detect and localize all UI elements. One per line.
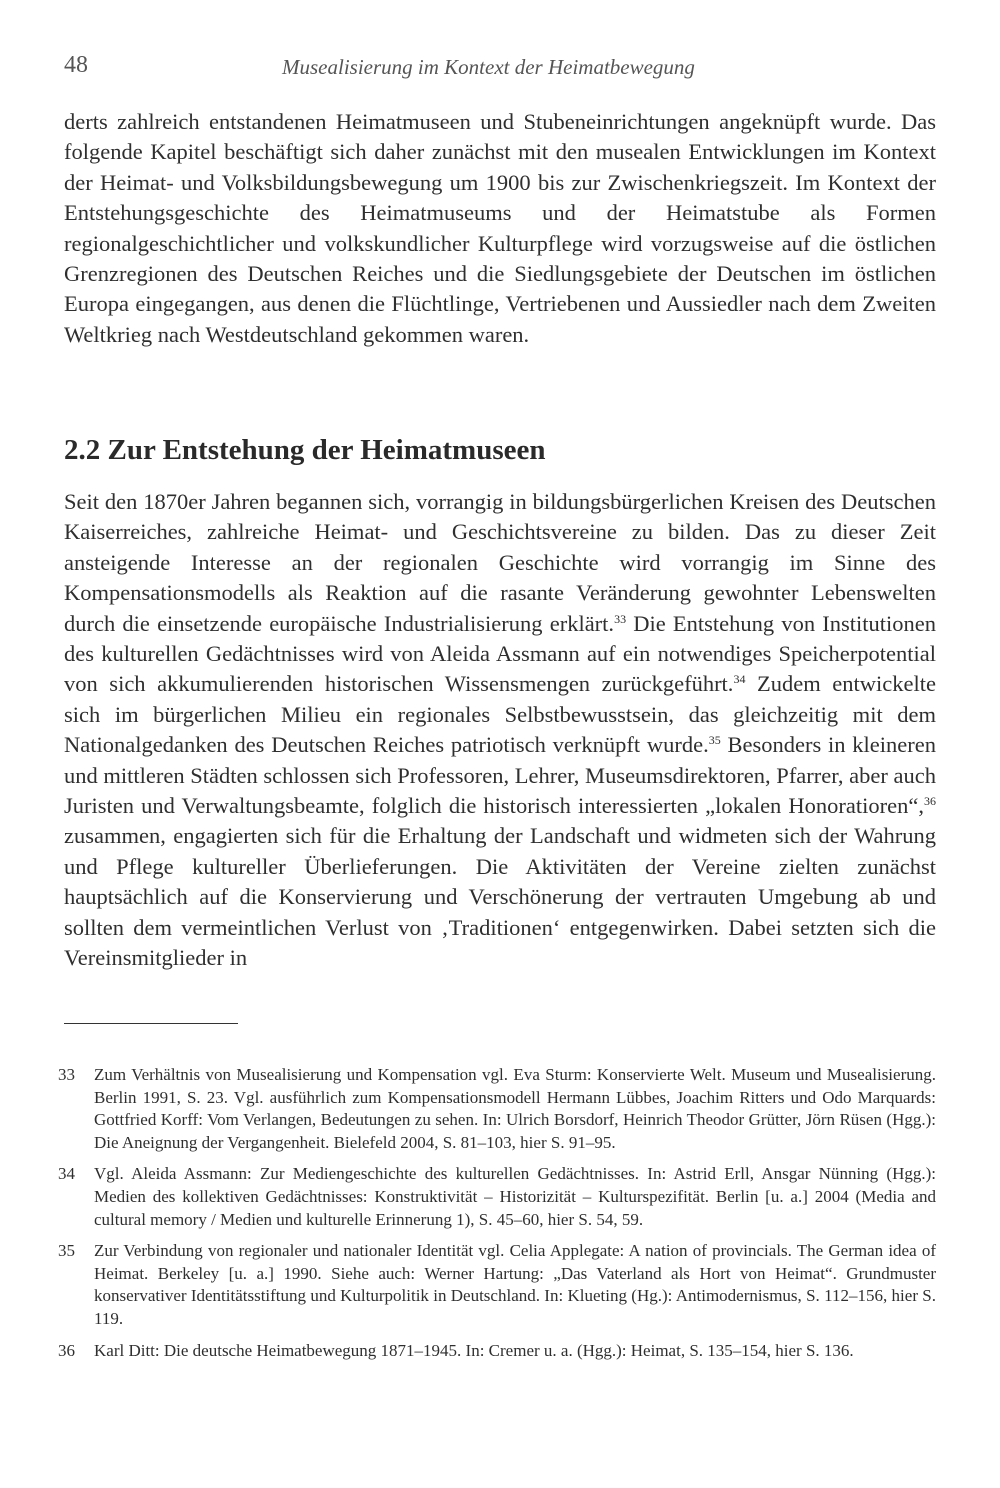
footnote-text: Zum Verhältnis von Musealisierung und Kompensation vgl. Eva Sturm: Konservierte Welt. Museum und Musealisierung. Berlin 1991, S. 23. Vgl. ausführlich zum Kompensationsmodell Hermann Lübbes, Joachim Ritters und Odo Marquards: Gottfried Korff: Vom Verlangen, Bedeutungen zu sehen. In: Ulrich Borsdorf, Heinrich Theodor Grütter, Jörn Rüsen (Hgg.): Die Aneignung der Vergangenheit. Bielefeld 2004, S. 81–103, hier S. 91–95. (94, 1065, 936, 1152)
footnote-divider (64, 1023, 238, 1024)
footnote-number: 35 (58, 1241, 75, 1261)
footnote (58, 1064, 936, 1154)
footnote-ref-33[interactable]: 33 (614, 611, 627, 626)
main-paragraph-part-5: zusammen, engagierten sich für die Erhaltung der Landschaft und widmeten sich der Wahrung und Pflege kultureller Überlieferungen. Die Aktivitäten der Vereine zielten zunächst hauptsächlich auf die Konservierung und Verschönerung der vertrauten Umgebung ab und sollten dem vermeintlichen Verlust von ‚Traditionen‘ entgegenwirken. Dabei setzten sich die Vereinsmitglieder in (64, 823, 936, 971)
footnote-ref-34[interactable]: 34 (733, 672, 746, 687)
footnote-number: 34 (58, 1164, 75, 1184)
page-number: 48 (64, 52, 88, 78)
main-paragraph-part-1: Seit den 1870er Jahren begannen sich, vorrangig in bildungsbürgerlichen Kreisen des Deutschen Kaiserreiches, zahlreiche Heimat- und Geschichtsvereine zu bilden. Das zu dieser Zeit ansteigende Interesse an der regionalen Geschichte wird vorrangig im Sinne des Kompensationsmodells als Reaktion auf die rasante Veränderung gewohnter Lebenswelten durch die einsetzende europäische Industrialisierung erklärt. (64, 489, 936, 636)
section-heading: 2.2 Zur Entstehung der Heimatmuseen (64, 434, 546, 466)
main-paragraph-part-4: Besonders in kleineren und mittleren Städten schlossen sich Professoren, Lehrer, Museumsdirektoren, Pfarrer, aber auch Juristen und Verwaltungsbeamte, folglich die historisch interessierten „lokalen Honoratioren“, (64, 732, 936, 819)
footnote-number: 36 (58, 1340, 75, 1360)
footnote (58, 1163, 936, 1231)
footnote-text: Vgl. Aleida Assmann: Zur Mediengeschichte des kulturellen Gedächtnisses. In: Astrid Erll, Ansgar Nünning (Hgg.): Medien des kollektiven Gedächtnisses: Konstruktivität – Historizität – Kulturspezifität. Berlin [u. a.] 2004 (Media and cultural memory / Medien und kulturelle Erinnerung 1), S. 45–60, hier S. 54, 59. (94, 1164, 936, 1229)
main-text-block (64, 487, 936, 974)
running-title: Musealisierung im Kontext der Heimatbewegung (282, 55, 695, 79)
footnotes (58, 1064, 936, 1371)
page-header (64, 52, 936, 84)
main-paragraph-part-2: Die Entstehung von Institutionen des kulturellen Gedächtnisses wird von Aleida Assmann auf ein notwendiges Speicherpotential von sich akkumulierenden historischen Wissensmengen zurückgeführt. (64, 610, 936, 697)
main-paragraph-part-3: Zudem entwickelte sich im bürgerlichen Milieu ein regionales Selbstbewusstsein, das gleichzeitig mit dem Nationalgedanken des Deutschen Reiches patriotisch verknüpft wurde. (64, 671, 936, 758)
footnote (58, 1340, 936, 1363)
footnote-number: 33 (58, 1065, 75, 1084)
footnote-text: Karl Ditt: Die deutsche Heimatbewegung 1871–1945. In: Cremer u. a. (Hgg.): Heimat, S. 135–154, hier S. 136. (94, 1340, 854, 1360)
footnote-ref-36[interactable]: 36 (924, 794, 936, 809)
footnote (58, 1240, 936, 1330)
intro-paragraph: derts zahlreich entstandenen Heimatmuseen und Stubeneinrichtungen angeknüpft wurde. Das folgende Kapitel beschäftigt sich daher zunächst mit den musealen Entwicklungen im Kontext der Heimat- und Volksbildungsbewegung um 1900 bis zur Zwischenkriegszeit. Im Kontext der Entstehungsgeschichte des Heimatmuseums und der Heimatstube als Formen regionalgeschichtlicher und volkskundlicher Kulturpflege wird vorzugsweise auf die östlichen Grenzregionen des Deutschen Reiches und die Siedlungsgebiete der Deutschen im östlichen Europa eingegangen, aus denen die Flüchtlinge, Vertriebenen und Aussiedler nach dem Zweiten Weltkrieg nach Westdeutschland gekommen waren. (64, 109, 936, 347)
footnote-text: Zur Verbindung von regionaler und nationaler Identität vgl. Celia Applegate: A nation of provincials. The German idea of Heimat. Berkeley [u. a.] 1990. Siehe auch: Werner Hartung: „Das Vaterland als Hort von Heimat“. Grundmuster konservativer Identitätsstiftung und Kulturpolitik in Deutschland. In: Klueting (Hg.): Antimodernismus, S. 112–156, hier S. 119. (94, 1241, 936, 1328)
intro-text-block (64, 107, 936, 350)
main-paragraph (64, 487, 936, 974)
footnote-ref-35[interactable]: 35 (708, 733, 721, 748)
